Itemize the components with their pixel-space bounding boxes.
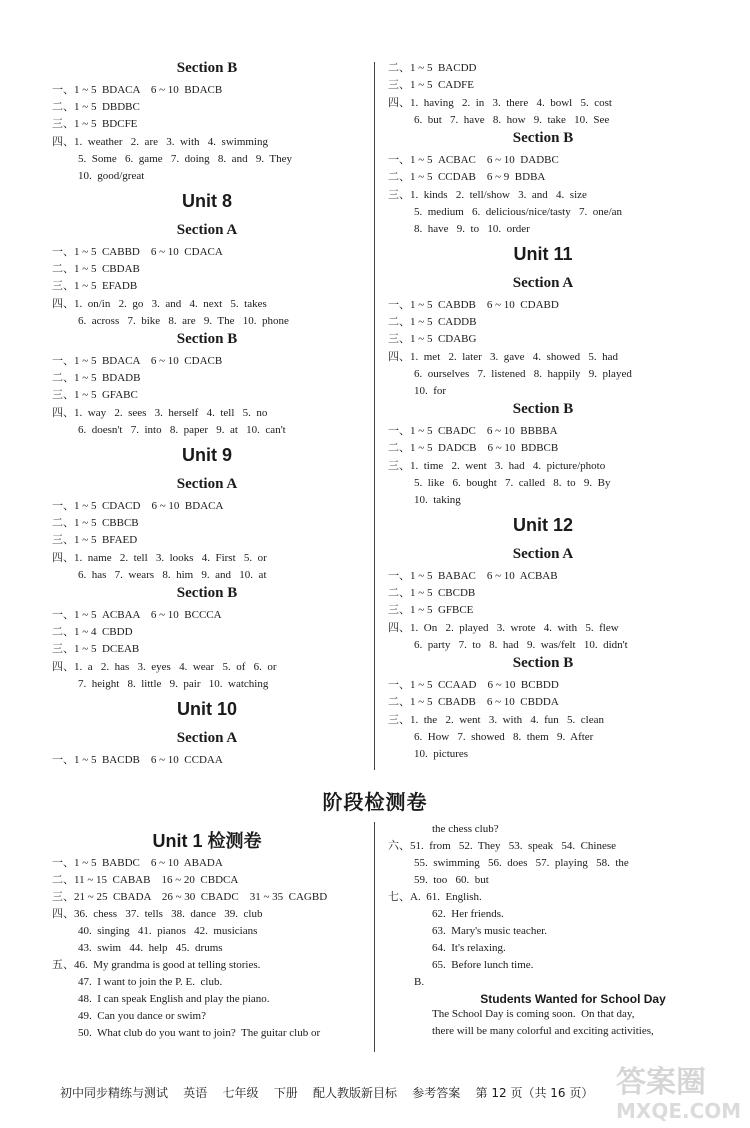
passage-title: Students Wanted for School Day <box>480 992 666 1006</box>
section-heading: Section A <box>512 546 574 562</box>
svg-text:答案圈: 答案圈 <box>616 1065 706 1100</box>
column-divider-top <box>374 62 375 770</box>
answer-line: 六、51. from 52. They 53. speak 54. Chinese <box>388 840 617 852</box>
answer-line: 二、1 ~ 5 CBCDB <box>388 587 476 599</box>
answer-line: 43. swim 44. help 45. drums <box>78 942 223 954</box>
answer-line: 48. I can speak English and play the piano. <box>78 993 270 1005</box>
answer-line: 一、1 ~ 5 ACBAA 6 ~ 10 BCCCA <box>52 609 222 621</box>
answer-line: 65. Before lunch time. <box>432 959 534 971</box>
answer-line: The School Day is coming soon. On that day, <box>432 1008 635 1020</box>
unit-heading: Unit 8 <box>181 191 232 211</box>
answer-line: there will be many colorful and exciting activities, <box>432 1025 654 1037</box>
stage-test-title: 阶段检测卷 <box>322 790 428 814</box>
answer-line: 10. taking <box>414 494 461 506</box>
answer-line: 47. I want to join the P. E. club. <box>78 976 223 988</box>
section-heading: Section A <box>512 275 574 291</box>
column-divider-bottom <box>374 822 375 1052</box>
answer-line: 四、1. On 2. played 3. wrote 4. with 5. flew <box>388 622 619 634</box>
unit-heading: Unit 11 <box>513 244 573 264</box>
answer-line: 二、1 ~ 5 CCDAB 6 ~ 9 BDBA <box>388 171 546 183</box>
answer-line: 10. good/great <box>78 170 145 182</box>
answer-line: 四、1. met 2. later 3. gave 4. showed 5. had <box>388 351 619 363</box>
section-heading: Section A <box>176 476 238 492</box>
answer-line: 四、36. chess 37. tells 38. dance 39. club <box>52 908 263 920</box>
answer-line: 三、1. time 2. went 3. had 4. picture/photo <box>388 460 606 472</box>
answer-line: 三、1 ~ 5 EFADB <box>52 280 138 292</box>
section-heading: Section B <box>512 130 574 146</box>
answer-line: 一、1 ~ 5 ACBAC 6 ~ 10 DADBC <box>388 154 559 166</box>
answer-line: 三、1 ~ 5 BFAED <box>52 534 138 546</box>
answer-line: 二、1 ~ 5 BDADB <box>52 372 141 384</box>
section-heading: Section B <box>176 585 238 601</box>
unit-heading: Unit 10 <box>176 699 237 719</box>
answer-line: 二、11 ~ 15 CABAB 16 ~ 20 CBDCA <box>52 874 239 886</box>
answer-line: 10. pictures <box>414 748 469 760</box>
answer-line: 四、1. way 2. sees 3. herself 4. tell 5. no <box>52 407 268 419</box>
answer-line: 一、1 ~ 5 BDACA 6 ~ 10 CDACB <box>52 355 223 367</box>
answer-line: 49. Can you dance or swim? <box>78 1010 206 1022</box>
answer-line: 五、46. My grandma is good at telling stories. <box>52 959 261 971</box>
answer-line: 三、1 ~ 5 GFBCE <box>388 604 474 616</box>
answer-line: 55. swimming 56. does 57. playing 58. the <box>414 857 629 869</box>
answer-line: 二、1 ~ 5 DADCB 6 ~ 10 BDBCB <box>388 442 559 454</box>
answer-line: 三、1. the 2. went 3. with 4. fun 5. clean <box>388 714 604 726</box>
section-heading: Section A <box>176 222 238 238</box>
answer-line: 七、A. 61. English. <box>388 891 482 903</box>
answer-line: 一、1 ~ 5 BACDB 6 ~ 10 CCDAA <box>52 754 223 766</box>
answer-line: 一、1 ~ 5 CDACD 6 ~ 10 BDACA <box>52 500 224 512</box>
answer-line: 一、1 ~ 5 CABBD 6 ~ 10 CDACA <box>52 246 223 258</box>
answer-line: 三、1 ~ 5 CADFE <box>388 79 475 91</box>
unit-heading: Unit 1 检测卷 <box>152 831 262 851</box>
answer-line: 一、1 ~ 5 CBADC 6 ~ 10 BBBBA <box>388 425 558 437</box>
answer-line: 三、1 ~ 5 DCEAB <box>52 643 140 655</box>
answer-line: 三、21 ~ 25 CBADA 26 ~ 30 CBADC 31 ~ 35 CAGBD <box>52 891 328 903</box>
answer-line: 一、1 ~ 5 BABAC 6 ~ 10 ACBAB <box>388 570 558 582</box>
answer-line: 6. How 7. showed 8. them 9. After <box>414 731 594 743</box>
answer-line: 6. has 7. wears 8. him 9. and 10. at <box>78 569 267 581</box>
answer-line: 四、1. name 2. tell 3. looks 4. First 5. or <box>52 552 267 564</box>
answer-line: 四、1. having 2. in 3. there 4. bowl 5. cost <box>388 97 612 109</box>
answer-line: 三、1 ~ 5 CDABG <box>388 333 477 345</box>
answer-line: 二、1 ~ 5 CBADB 6 ~ 10 CBDDA <box>388 696 559 708</box>
answer-line: 二、1 ~ 5 DBDBC <box>52 101 140 113</box>
answer-line: 二、1 ~ 5 CBDAB <box>52 263 140 275</box>
answer-line: 二、1 ~ 5 CADDB <box>388 316 477 328</box>
watermark-logo <box>612 1058 742 1122</box>
page-footer: 初中同步精练与测试 英语 七年级 下册 配人教版新目标 参考答案 第 12 页（共 16 页） <box>60 1086 594 1100</box>
answer-line: 50. What club do you want to join? The guitar club or <box>78 1027 321 1039</box>
answer-line: 5. medium 6. delicious/nice/tasty 7. one/an <box>414 206 623 218</box>
section-heading: Section B <box>176 60 238 76</box>
answer-line: 6. ourselves 7. listened 8. happily 9. played <box>414 368 632 380</box>
svg-text:MXQE.COM: MXQE.COM <box>616 1099 742 1122</box>
answer-line: 63. Mary's music teacher. <box>432 925 548 937</box>
answer-line: 三、1. kinds 2. tell/show 3. and 4. size <box>388 189 587 201</box>
answer-line: 一、1 ~ 5 BABDC 6 ~ 10 ABADA <box>52 857 223 869</box>
answer-line: the chess club? <box>432 823 499 835</box>
answer-line: 四、1. a 2. has 3. eyes 4. wear 5. of 6. or <box>52 661 277 673</box>
section-heading: Section B <box>176 331 238 347</box>
answer-line: 59. too 60. but <box>414 874 489 886</box>
answer-line: 6. doesn't 7. into 8. paper 9. at 10. can't <box>78 424 286 436</box>
answer-line: 10. for <box>414 385 447 397</box>
answer-line: 三、1 ~ 5 GFABC <box>52 389 138 401</box>
answer-line: 一、1 ~ 5 CCAAD 6 ~ 10 BCBDD <box>388 679 559 691</box>
section-heading: Section B <box>512 401 574 417</box>
answer-line: 62. Her friends. <box>432 908 504 920</box>
answer-line: 二、1 ~ 4 CBDD <box>52 626 133 638</box>
answer-line: 5. Some 6. game 7. doing 8. and 9. They <box>78 153 292 165</box>
answer-line: 二、1 ~ 5 BACDD <box>388 62 477 74</box>
answer-line: 二、1 ~ 5 CBBCB <box>52 517 139 529</box>
unit-heading: Unit 9 <box>181 445 232 465</box>
answer-line: 8. have 9. to 10. order <box>414 223 530 235</box>
answer-line: 64. It's relaxing. <box>432 942 506 954</box>
answer-line: 6. party 7. to 8. had 9. was/felt 10. didn't <box>414 639 628 651</box>
answer-line: 6. across 7. bike 8. are 9. The 10. phone <box>78 315 289 327</box>
answer-line: 7. height 8. little 9. pair 10. watching <box>78 678 269 690</box>
answer-line: 6. but 7. have 8. how 9. take 10. See <box>414 114 610 126</box>
unit-heading: Unit 12 <box>512 515 573 535</box>
answer-line: 一、1 ~ 5 BDACA 6 ~ 10 BDACB <box>52 84 223 96</box>
section-heading: Section B <box>512 655 574 671</box>
answer-line: 四、1. on/in 2. go 3. and 4. next 5. takes <box>52 298 267 310</box>
section-heading: Section A <box>176 730 238 746</box>
answer-line: B. <box>414 976 425 988</box>
answer-line: 一、1 ~ 5 CABDB 6 ~ 10 CDABD <box>388 299 559 311</box>
answer-line: 40. singing 41. pianos 42. musicians <box>78 925 258 937</box>
answer-line: 5. like 6. bought 7. called 8. to 9. By <box>414 477 611 489</box>
answer-line: 三、1 ~ 5 BDCFE <box>52 118 138 130</box>
answer-line: 四、1. weather 2. are 3. with 4. swimming <box>52 136 268 148</box>
